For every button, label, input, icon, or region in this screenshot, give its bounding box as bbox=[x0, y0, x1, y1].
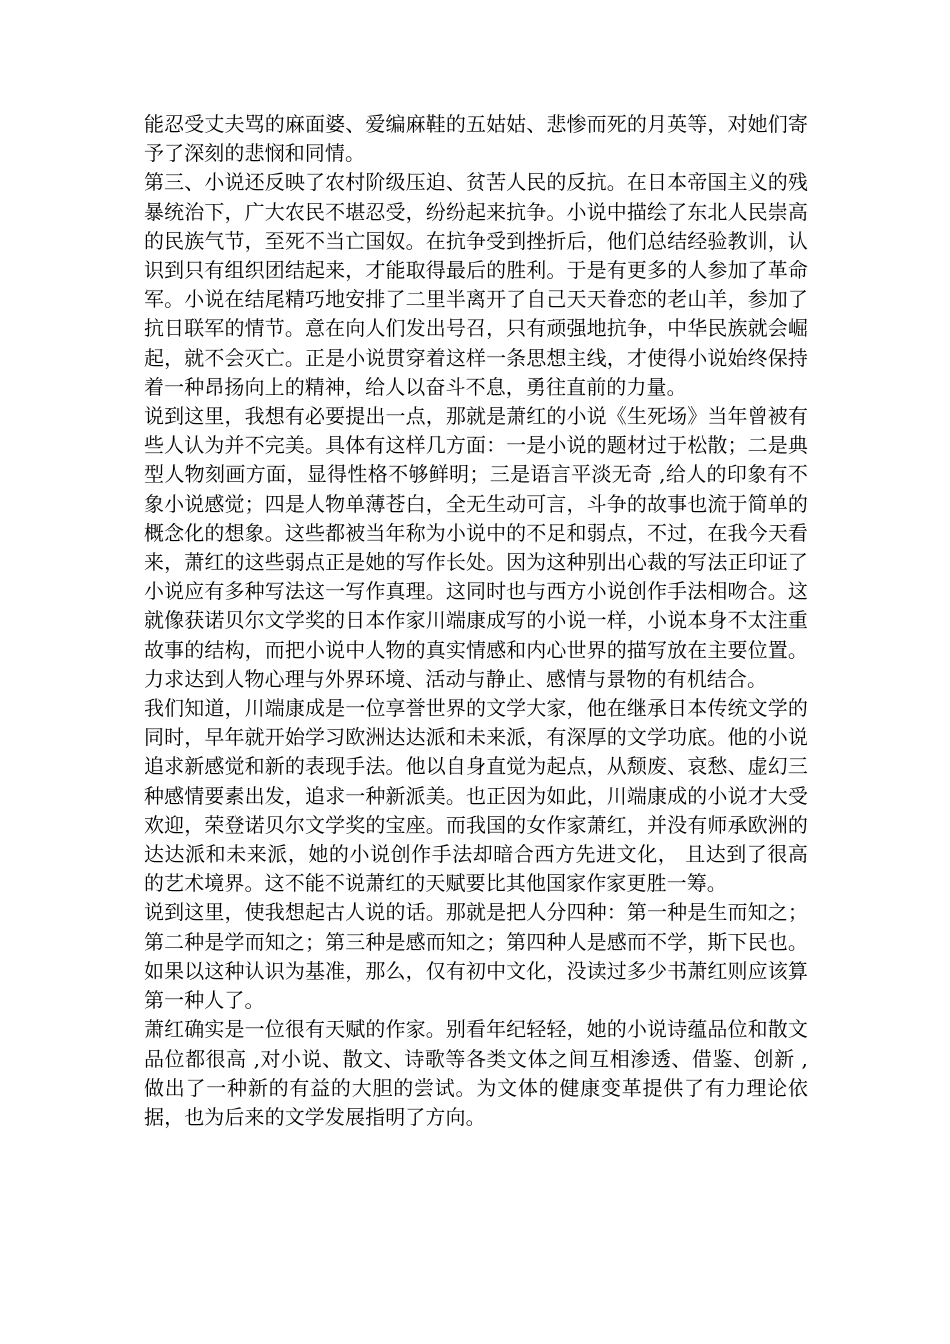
document-body bbox=[144, 110, 808, 1132]
paragraph-6: 萧红确实是一位很有天赋的作家。别看年纪轻轻，她的小说诗蕴品位和散文品位都很高 ,对小说、散文、诗歌等各类文体之间互相渗透、借鉴、创新 ,做出了一种新的有益的大胆的尝试。为文体的健康变革提供了有力理论依据，也为后来的文学发展指明了方向。 bbox=[144, 1017, 808, 1129]
paragraph-2: 第三、小说还反映了农村阶级压迫、贫苦人民的反抗。在日本帝国主义的残暴统治下，广大农民不堪忍受，纷纷起来抗争。小说中描绘了东北人民崇高的民族气节，至死不当亡国奴。在抗争受到挫折后，他们总结经验教训，认识到只有组织团结起来，才能取得最后的胜利。于是有更多的人参加了革命军。小说在结尾精巧地安排了二里半离开了自己天天眷恋的老山羊，参加了抗日联军的情节。意在向人们发出号召，只有顽强地抗争，中华民族就会崛起，就不会灭亡。正是小说贯穿着这样一条思想主线，才使得小说始终保持着一种昂扬向上的精神，给人以奋斗不息，勇往直前的力量。 bbox=[144, 170, 808, 399]
paragraph-3: 说到这里，我想有必要提出一点，那就是萧红的小说《生死场》当年曾被有些人认为并不完美。具体有这样几方面：一是小说的题材过于松散；二是典型人物刻画方面，显得性格不够鲜明；三是语言平淡无奇 ,给人的印象有不象小说感觉；四是人物单薄苍白，全无生动可言，斗争的故事也流于简单的概念化的想象。这些都被当年称为小说中的不足和弱点，不过，在我今天看来，萧红的这些弱点正是她的写作长处。因为这种别出心裁的写法正印证了小说应有多种写法这一写作真理。这同时也与西方小说创作手法相吻合。这就像获诺贝尔文学奖的日本作家川端康成写的小说一样，小说本身不太注重故事的结构，而把小说中人物的真实情感和内心世界的描写放在主要位置。力求达到人物心理与外界环境、活动与静止、感情与景物的有机结合。 bbox=[144, 404, 808, 691]
paragraph-4: 我们知道，川端康成是一位享誉世界的文学大家，他在继承日本传统文学的同时，早年就开始学习欧洲达达派和未来派，有深厚的文学功底。他的小说追求新感觉和新的表现手法。他以自身直觉为起点，从颓废、哀愁、虚幻三种感情要素出发，追求一种新派美。也正因为如此，川端康成的小说才大受欢迎，荣登诺贝尔文学奖的宝座。而我国的女作家萧红，并没有师承欧洲的达达派和未来派，她的小说创作手法却暗合西方先进文化， 且达到了很高的艺术境界。这不能不说萧红的天赋要比其他国家作家更胜一筹。 bbox=[144, 696, 808, 896]
paragraph-5: 说到这里，使我想起古人说的话。那就是把人分四种：第一种是生而知之；第二种是学而知之；第三种是感而知之；第四种人是感而不学，斯下民也。如果以这种认识为基准，那么，仅有初中文化，没读过多少书萧红则应该算第一种人了。 bbox=[144, 900, 808, 1013]
paragraph-1: 能忍受丈夫骂的麻面婆、爱编麻鞋的五姑姑、悲惨而死的月英等，对她们寄予了深刻的悲悯和同情。 bbox=[144, 112, 808, 166]
